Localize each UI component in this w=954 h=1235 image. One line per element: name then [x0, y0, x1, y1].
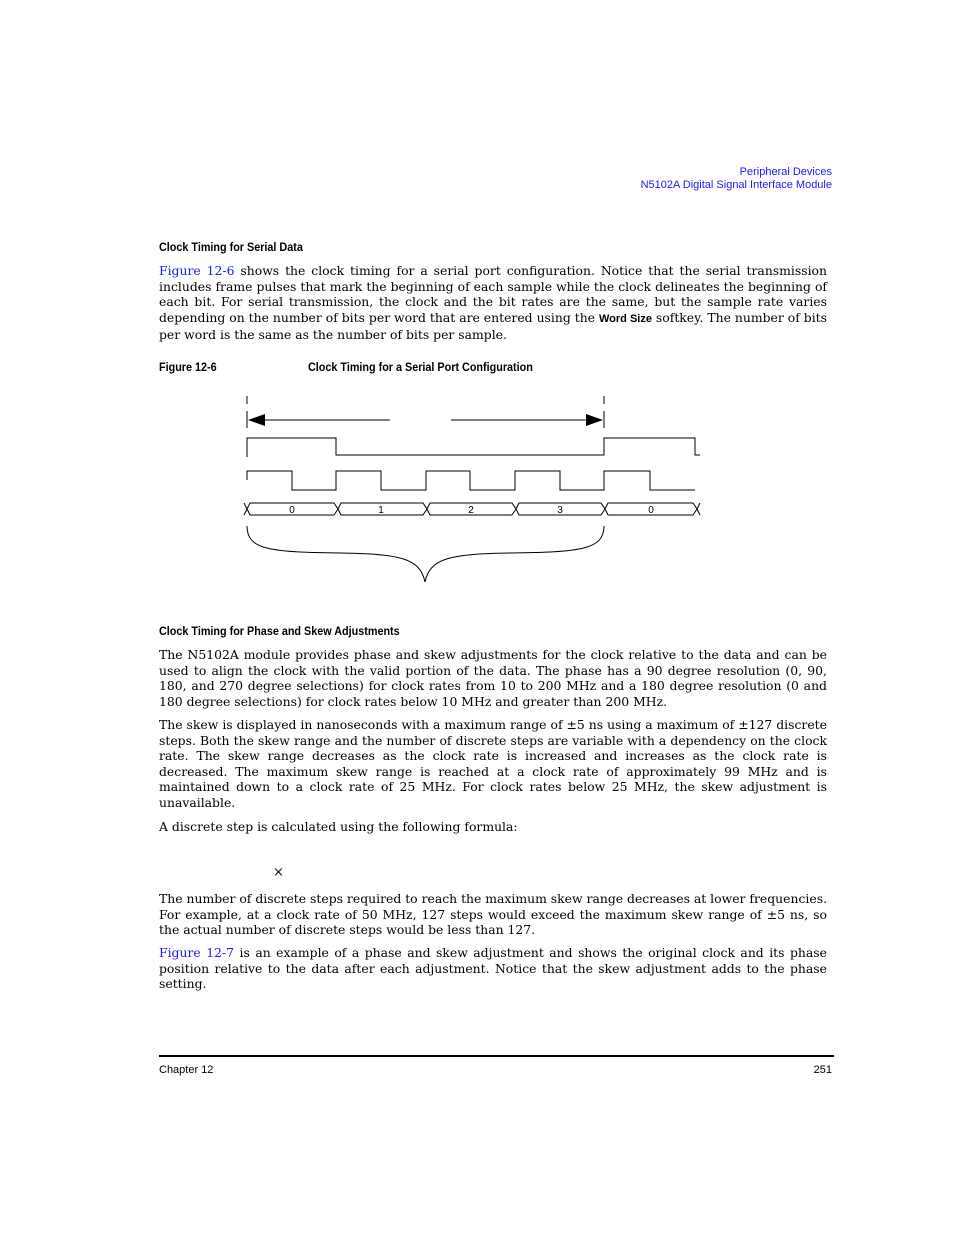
phase-paragraph: The N5102A module provides phase and skew adjustments for the clock relative to the data and can be used to align the clock with the valid portion of the data. The phase has a 90 degree resolution (0, 90, 180, and 270 degree selections) for clock rates from 10 to 200 MHz and a 180 degree resolution (0 and 180 degree selections) for clock rates below 10 MHz and greater than 200 MHz.: [159, 647, 827, 709]
sample-span-arrow: [247, 396, 604, 428]
steps-paragraph: The number of discrete steps required to reach the maximum skew range decreases at lower frequencies. For example, at a clock rate of 50 MHz, 127 steps would exceed the maximum skew range of ±5 ns, so the actual number of discrete steps would be less than 127.: [159, 891, 828, 938]
header-section: Peripheral Devices: [739, 166, 832, 178]
running-header: [641, 166, 832, 192]
sample-brace: [247, 526, 604, 582]
frame-pulse-waveform: [247, 438, 700, 457]
word-size-softkey: Word Size: [598, 312, 652, 325]
formula-multiply-sign: ×: [273, 865, 284, 880]
figure-12-7-text: is an example of a phase and skew adjustment and shows the original clock and its phase position relative to the data after each adjustment. Notice that the skew adjustment adds to the phase setting.: [159, 945, 827, 992]
serial-text-b: softkey. The number of bits per word is the same as the number of bits per sample.: [159, 309, 827, 343]
figure-12-6-link[interactable]: Figure 12-6: [159, 263, 235, 278]
skew-paragraph: The skew is displayed in nanoseconds with a maximum range of ±5 ns using a maximum of ±127 discrete steps. Both the skew range and the number of discrete steps are variable with a dependency on the clock rate. The skew range decreases as the clock rate is increased and increases as the clock rate is decreased. The maximum skew range is reached at a clock rate of approximately 99 MHz and is maintained down to a clock rate of 25 MHz. For clock rates below 25 MHz, the skew adjustment is unavailable.: [159, 717, 827, 810]
serial-paragraph: [159, 263, 827, 343]
footer-rule: [159, 1055, 834, 1057]
footer-chapter: Chapter 12: [159, 1064, 214, 1076]
header-subsection: N5102A Digital Signal Interface Module: [640, 179, 832, 191]
bit-label-2: 2: [468, 505, 474, 516]
bit-label-3: 3: [557, 505, 563, 516]
figure-12-7-link[interactable]: Figure 12-7: [159, 945, 235, 960]
serial-timing-diagram: [240, 390, 710, 590]
section-title-serial: Clock Timing for Serial Data: [159, 240, 303, 254]
bit-clock-waveform: [247, 471, 695, 490]
figure-number: Figure 12-6: [159, 360, 217, 374]
bit-label-next-0: 0: [648, 505, 654, 516]
section-title-phase-skew: Clock Timing for Phase and Skew Adjustments: [159, 624, 400, 638]
formula-intro: A discrete step is calculated using the following formula:: [159, 819, 518, 834]
bit-label-1: 1: [378, 505, 384, 516]
footer-page-number: 251: [813, 1064, 832, 1076]
figure-12-7-paragraph: [159, 945, 827, 992]
figure-caption: Clock Timing for a Serial Port Configuration: [308, 360, 533, 374]
serial-text-a: shows the clock timing for a serial port configuration. Notice that the serial transmission includes frame pulses that mark the beginning of each sample while the clock delineates the beginning of each bit. For serial transmission, the clock and the bit rates are the same, but the sample rate varies depending on the number of bits per word that are entered using the: [159, 263, 827, 325]
bit-label-0: 0: [289, 505, 295, 516]
